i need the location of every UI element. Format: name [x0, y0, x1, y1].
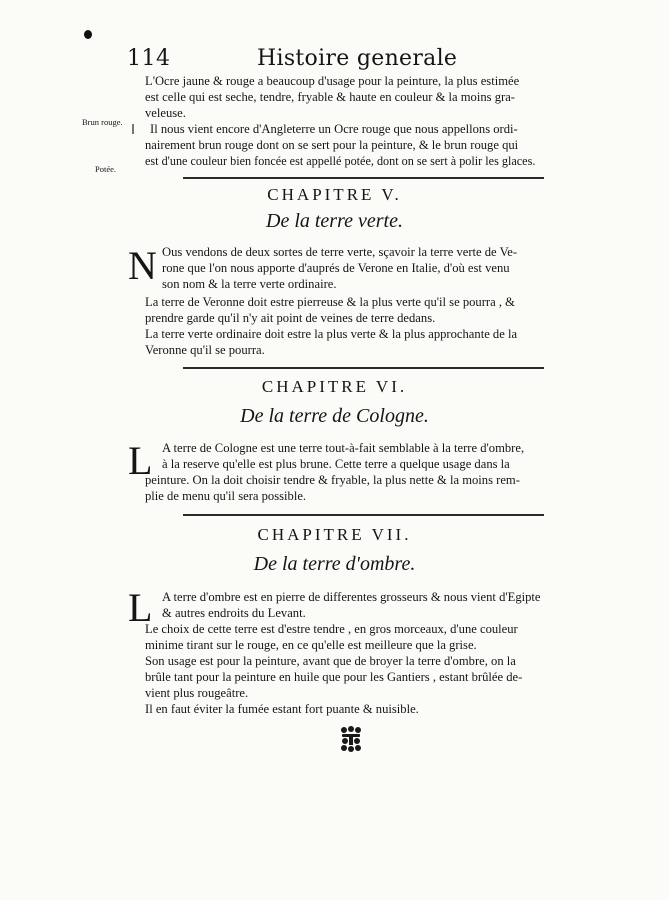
- section-rule: [183, 177, 544, 179]
- text-line: Veronne qu'il se pourra.: [145, 343, 265, 357]
- marginal-note-potee: Potée.: [95, 164, 117, 174]
- margin-mark: [132, 124, 134, 134]
- text-line: son nom & la terre verte ordinaire.: [162, 277, 337, 291]
- text-line: A terre de Cologne est une terre tout-à-fait semblable à la terre d'ombre,: [162, 441, 525, 455]
- page-number: 114: [127, 46, 171, 71]
- page-header: [127, 46, 537, 72]
- text-line: L'Ocre jaune & rouge a beaucoup d'usage pour la peinture, la plus estimée: [145, 74, 520, 88]
- text-line: à la reserve qu'elle est plus brune. Cette terre a quelque usage dans la: [162, 457, 510, 471]
- running-title: Histoire generale: [257, 46, 458, 71]
- chapter-7-subtitle: De la terre d'ombre.: [253, 553, 416, 575]
- text-line: rone que l'on nous apporte d'auprés de Verone en Italie, d'où est venu: [162, 261, 510, 275]
- text-line: nairement brun rouge dont on se sert pour la peinture, & le brun rouge qui: [145, 138, 519, 152]
- text-line: prendre garde qu'il n'y ait point de veines de terre dedans.: [145, 311, 436, 325]
- ink-blot: [84, 30, 92, 39]
- text-line: veleuse.: [145, 106, 186, 120]
- drop-cap: L: [128, 585, 153, 630]
- text-line: plie de menu qu'il sera possible.: [145, 489, 307, 503]
- text-line: Son usage est pour la peinture, avant que de broyer la terre d'ombre, on la: [145, 654, 516, 668]
- drop-cap: L: [128, 438, 153, 483]
- chapter-6-title: CHAPITRE VI.: [261, 377, 408, 396]
- section-rule: [183, 367, 544, 369]
- text-line: La terre de Veronne doit estre pierreuse & la plus verte qu'il se pourra , &: [145, 295, 515, 309]
- section-rule: [183, 514, 544, 516]
- fleuron-ornament-icon: [339, 725, 363, 753]
- text-line: Il en faut éviter la fumée estant fort puante & nuisible.: [145, 702, 419, 716]
- text-line: est d'une couleur bien foncée est appellé potée, dont on se sert à polir les glaces.: [145, 154, 536, 168]
- text-line: brûle tant pour la peinture en huile que pour les Gantiers , estant brûlée de-: [145, 670, 523, 684]
- chapter-6-subtitle: De la terre de Cologne.: [240, 405, 429, 427]
- text-line: vient plus rougeâtre.: [145, 686, 249, 700]
- text-line: A terre d'ombre est en pierre de differentes grosseurs & nous vient d'Egipte: [162, 590, 541, 604]
- text-line: Ous vendons de deux sortes de terre verte, sçavoir la terre verte de Ve-: [162, 245, 518, 259]
- drop-cap: N: [128, 243, 157, 288]
- marginal-note-brun-rouge: Brun rouge.: [82, 117, 123, 127]
- chapter-7-title: CHAPITRE VII.: [257, 525, 412, 544]
- text-line: minime tirant sur le rouge, en ce qu'elle est meilleure que la grise.: [145, 638, 477, 652]
- text-line: Le choix de cette terre est d'estre tendre , en gros morceaux, d'une couleur: [145, 622, 518, 636]
- text-line: Il nous vient encore d'Angleterre un Ocre rouge que nous appellons ordi-: [150, 122, 518, 136]
- text-line: peinture. On la doit choisir tendre & fryable, la plus nette & la moins rem-: [145, 473, 520, 487]
- chapter-5-title: CHAPITRE V.: [267, 185, 402, 204]
- text-line: La terre verte ordinaire doit estre la plus verte & la plus approchante de la: [145, 327, 518, 341]
- chapter-5-subtitle: De la terre verte.: [266, 210, 403, 232]
- text-line: est celle qui est seche, tendre, fryable & haute en couleur & la moins gra-: [145, 90, 515, 104]
- text-line: & autres endroits du Levant.: [162, 606, 306, 620]
